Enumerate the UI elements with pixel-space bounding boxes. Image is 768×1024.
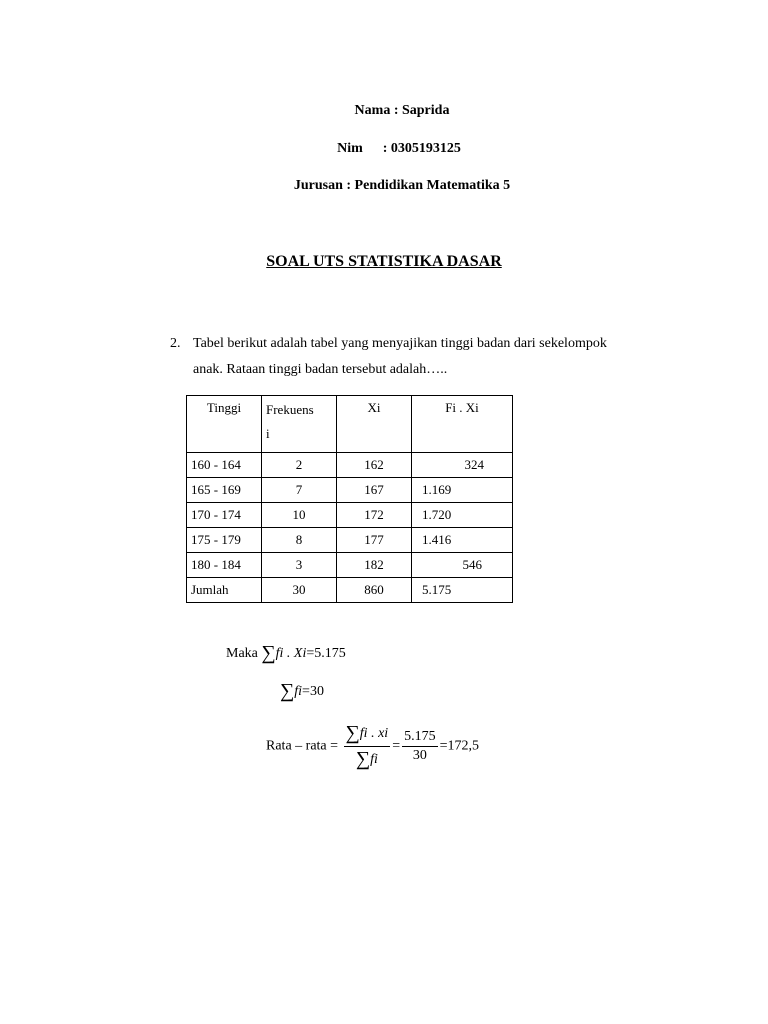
cell-xi: 162 (337, 453, 412, 478)
cell-xi: 177 (337, 528, 412, 553)
student-department: Jurusan : Pendidikan Matematika 5 (293, 178, 511, 193)
cell-xi: 172 (337, 503, 412, 528)
cell-frekuensi: 8 (262, 528, 337, 553)
sum1-expression: fi . Xi (275, 646, 307, 661)
maka-label: Maka (226, 646, 258, 661)
cell-frekuensi-total: 30 (262, 578, 337, 603)
cell-frekuensi: 10 (262, 503, 337, 528)
sigma-icon: ∑ (280, 680, 295, 702)
cell-fi-xi: 1.169 (412, 478, 513, 503)
table-header-row (187, 396, 513, 453)
header-xi: Xi (337, 396, 412, 453)
document-title: SOAL UTS STATISTIKA DASAR (266, 253, 502, 270)
table-total-row (187, 578, 513, 603)
final-result: =172,5 (439, 738, 479, 754)
table-row (187, 553, 513, 578)
cell-tinggi: 165 - 169 (187, 478, 262, 503)
cell-fi-xi: 1.416 (412, 528, 513, 553)
cell-fi-xi: 324 (412, 453, 513, 478)
cell-frekuensi: 7 (262, 478, 337, 503)
nim-label: Nim (337, 141, 363, 156)
question-number: 2. (170, 336, 181, 351)
cell-xi: 167 (337, 478, 412, 503)
sum1-result: =5.175 (306, 646, 346, 661)
sum2-result: =30 (302, 684, 324, 699)
table-row (187, 503, 513, 528)
equals-sign: = (392, 738, 401, 754)
cell-tinggi: 180 - 184 (187, 553, 262, 578)
cell-jumlah-label: Jumlah (187, 578, 262, 603)
nim-value: : 0305193125 (382, 141, 461, 156)
header-fi-xi: Fi . Xi (412, 396, 513, 453)
fraction-numerator: 5.175 (402, 729, 438, 747)
frequency-table (186, 395, 513, 603)
sigma-icon: ∑ (345, 722, 360, 744)
fraction-denominator: ∑fi (355, 748, 378, 770)
header-frekuensi: Frekuens i (262, 396, 337, 453)
fraction-numeric (402, 729, 438, 764)
student-nim (15, 141, 768, 157)
sum-fi-xi-equation (226, 642, 346, 665)
cell-frekuensi: 2 (262, 453, 337, 478)
table-row (187, 478, 513, 503)
cell-fi-xi-total: 5.175 (412, 578, 513, 603)
sum-fi-equation (280, 680, 324, 703)
cell-tinggi: 175 - 179 (187, 528, 262, 553)
sigma-icon: ∑ (261, 642, 276, 664)
cell-fi-xi: 1.720 (412, 503, 513, 528)
fraction-numerator: ∑fi . xi (344, 722, 391, 747)
cell-tinggi: 160 - 164 (187, 453, 262, 478)
question-text-line-2: anak. Rataan tinggi badan tersebut adalah….. (193, 362, 448, 377)
sigma-icon: ∑ (355, 748, 371, 770)
table-row (187, 453, 513, 478)
cell-fi-xi: 546 (412, 553, 513, 578)
student-name: Nama : Saprida (354, 103, 450, 118)
rata-rata-label: Rata – rata = (266, 738, 339, 754)
table-row (187, 528, 513, 553)
cell-frekuensi: 3 (262, 553, 337, 578)
fraction-denominator: 30 (412, 748, 427, 763)
question-text-line-1: Tabel berikut adalah tabel yang menyajikan tinggi badan dari sekelompok (193, 336, 607, 351)
cell-xi: 182 (337, 553, 412, 578)
cell-xi-total: 860 (337, 578, 412, 603)
fraction-symbolic (344, 722, 391, 771)
cell-tinggi: 170 - 174 (187, 503, 262, 528)
header-tinggi: Tinggi (187, 396, 262, 453)
mean-equation (266, 722, 479, 771)
sum2-expression: fi (294, 684, 303, 699)
